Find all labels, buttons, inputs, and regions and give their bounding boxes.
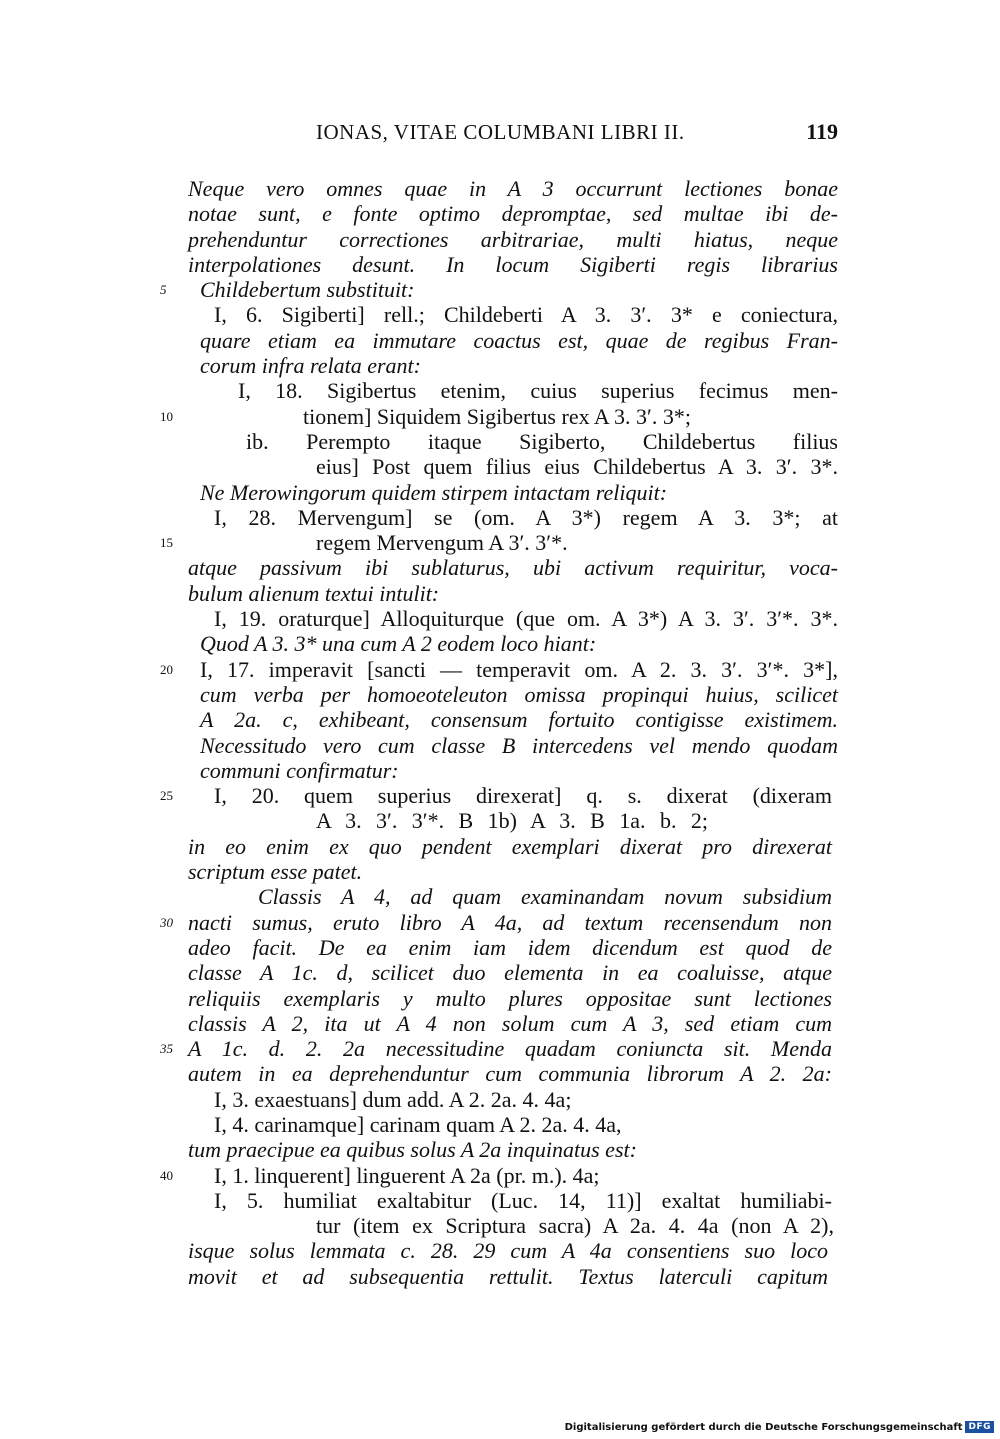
text-line <box>0 859 1000 884</box>
line-number: 35 <box>160 1041 173 1057</box>
text-line <box>0 682 1000 707</box>
text-line <box>0 783 1000 808</box>
text-line <box>0 353 1000 378</box>
line-text: I, 20. quem superius direxerat] q. s. dixerat (dixeram <box>214 783 832 809</box>
text-line <box>0 1011 1000 1036</box>
line-text: cum verba per homoeoteleuton omissa propinqui huius, scilicet <box>200 681 838 707</box>
line-number: 15 <box>160 535 173 551</box>
text-line <box>0 1163 1000 1188</box>
line-text: I, 4. carinamque] carinam quam A 2. 2a. 4. 4a, <box>214 1111 622 1137</box>
line-text: interpolationes desunt. In locum Sigiberti regis librarius <box>188 251 838 277</box>
text-line <box>0 884 1000 909</box>
line-text: bulum alienum textui intulit: <box>188 580 440 606</box>
line-text: A 1c. d. 2. 2a necessitudine quadam coniuncta sit. Menda <box>188 1036 832 1062</box>
line-text: atque passivum ibi sublaturus, ubi activum requiritur, voca- <box>188 555 838 581</box>
text-line <box>0 378 1000 403</box>
text-line <box>0 277 1000 302</box>
line-text: eius] Post quem filius eius Childebertus A 3. 3′. 3*. <box>316 454 838 480</box>
text-line <box>0 733 1000 758</box>
text-line <box>0 1061 1000 1086</box>
line-text: regem Mervengum A 3′. 3′*. <box>316 530 568 556</box>
text-line <box>0 1036 1000 1061</box>
text-line <box>0 530 1000 555</box>
line-text: isque solus lemmata c. 28. 29 cum A 4a consentiens suo loco <box>188 1238 828 1264</box>
line-number: 40 <box>160 1167 173 1183</box>
text-line <box>0 227 1000 252</box>
text-line <box>0 606 1000 631</box>
line-text: tum praecipue ea quibus solus A 2a inquinatus est: <box>188 1137 637 1163</box>
text-line <box>0 1264 1000 1289</box>
line-text: I, 18. Sigibertus etenim, cuius superius fecimus men- <box>238 378 838 404</box>
text-line <box>0 631 1000 656</box>
line-text: quare etiam ea immutare coactus est, quae de regibus Fran- <box>200 327 838 353</box>
text-line <box>0 302 1000 327</box>
text-line <box>0 176 1000 201</box>
line-text: scriptum esse patet. <box>188 859 363 885</box>
running-title: IONAS, VITAE COLUMBANI LIBRI II. <box>316 120 685 144</box>
text-line <box>0 657 1000 682</box>
line-text: tur (item ex Scriptura sacra) A 2a. 4. 4a (non A 2), <box>316 1213 834 1239</box>
text-line <box>0 581 1000 606</box>
line-text: Ne Merowingorum quidem stirpem intactam reliquit: <box>200 479 668 505</box>
text-line <box>0 834 1000 859</box>
line-text: I, 19. oraturque] Alloquiturque (que om. A 3*) A 3. 3′. 3′*. 3*. <box>214 606 838 632</box>
text-line <box>0 1137 1000 1162</box>
line-text: Childebertum substituit: <box>200 277 415 303</box>
text-line <box>0 454 1000 479</box>
page-body <box>0 176 1000 1289</box>
line-text: communi confirmatur: <box>200 757 399 783</box>
text-line <box>0 201 1000 226</box>
line-text: adeo facit. De ea enim iam idem dicendum est quod de <box>188 934 832 960</box>
line-text: Quod A 3. 3* una cum A 2 eodem loco hiant: <box>200 631 597 657</box>
line-text: Neque vero omnes quae in A 3 occurrunt lectiones bonae <box>188 176 838 201</box>
line-number: 25 <box>160 788 173 804</box>
text-line <box>0 555 1000 580</box>
text-line <box>0 1213 1000 1238</box>
line-text: reliquiis exemplaris y multo plures oppositae sunt lectiones <box>188 985 832 1011</box>
line-number: 10 <box>160 408 173 424</box>
text-line <box>0 252 1000 277</box>
line-number: 20 <box>160 661 173 677</box>
line-text: Necessitudo vero cum classe B intercedens vel mendo quodam <box>200 732 838 758</box>
text-line <box>0 1112 1000 1137</box>
line-text: I, 3. exaestuans] dum add. A 2. 2a. 4. 4a; <box>214 1086 572 1112</box>
line-text: corum infra relata erant: <box>200 353 421 379</box>
dfg-logo: DFG <box>965 1421 994 1433</box>
line-text: ib. Perempto itaque Sigiberto, Childebertus filius <box>246 428 838 454</box>
line-number: 30 <box>160 914 173 930</box>
text-line <box>0 1238 1000 1263</box>
text-line <box>0 480 1000 505</box>
text-line <box>0 808 1000 833</box>
text-line <box>0 935 1000 960</box>
text-line <box>0 505 1000 530</box>
line-text: I, 5. humiliat exaltabitur (Luc. 14, 11)] exaltat humiliabi- <box>214 1187 832 1213</box>
line-text: movit et ad subsequentia rettulit. Textus laterculi capitum <box>188 1263 828 1289</box>
line-text: notae sunt, e fonte optimo depromptae, sed multae ibi de- <box>188 201 838 227</box>
line-text: I, 28. Mervengum] se (om. A 3*) regem A 3. 3*; at <box>214 504 838 530</box>
text-line <box>0 328 1000 353</box>
text-line <box>0 758 1000 783</box>
line-text: classis A 2, ita ut A 4 non solum cum A 3, sed etiam cum <box>188 1010 832 1036</box>
text-line <box>0 910 1000 935</box>
text-line <box>0 986 1000 1011</box>
footer-text: Digitalisierung gefördert durch die Deutsche Forschungsgemeinschaft <box>564 1421 963 1433</box>
text-line <box>0 960 1000 985</box>
text-line <box>0 429 1000 454</box>
line-text: nacti sumus, eruto libro A 4a, ad textum recensendum non <box>188 909 832 935</box>
line-text: Classis A 4, ad quam examinandam novum subsidium <box>258 884 832 910</box>
line-text: tionem] Siquidem Sigibertus rex A 3. 3′. 3*; <box>303 403 691 429</box>
line-text: autem in ea deprehenduntur cum communia librorum A 2. 2a: <box>188 1061 832 1087</box>
line-text: classe A 1c. d, scilicet duo elementa in ea coaluisse, atque <box>188 960 832 986</box>
line-text: prehenduntur correctiones arbitrariae, multi hiatus, neque <box>188 226 838 252</box>
line-text: A 3. 3′. 3′*. B 1b) A 3. B 1a. b. 2; <box>316 808 708 834</box>
line-text: A 2a. c, exhibeant, consensum fortuito contigisse existimem. <box>200 707 838 733</box>
line-text: I, 6. Sigiberti] rell.; Childeberti A 3. 3′. 3* e coniectura, <box>214 302 838 328</box>
line-text: I, 17. imperavit [sancti — temperavit om. A 2. 3. 3′. 3′*. 3*], <box>200 656 838 682</box>
line-text: in eo enim ex quo pendent exemplari dixerat pro direxerat <box>188 833 832 859</box>
text-line <box>0 707 1000 732</box>
page-number: 119 <box>806 119 838 144</box>
running-header <box>316 120 838 150</box>
text-line <box>0 404 1000 429</box>
text-line <box>0 1087 1000 1112</box>
text-line <box>0 1188 1000 1213</box>
line-text: I, 1. linquerent] linguerent A 2a (pr. m.). 4a; <box>214 1162 600 1188</box>
digitization-credit <box>565 1421 994 1433</box>
line-number: 5 <box>160 282 167 298</box>
